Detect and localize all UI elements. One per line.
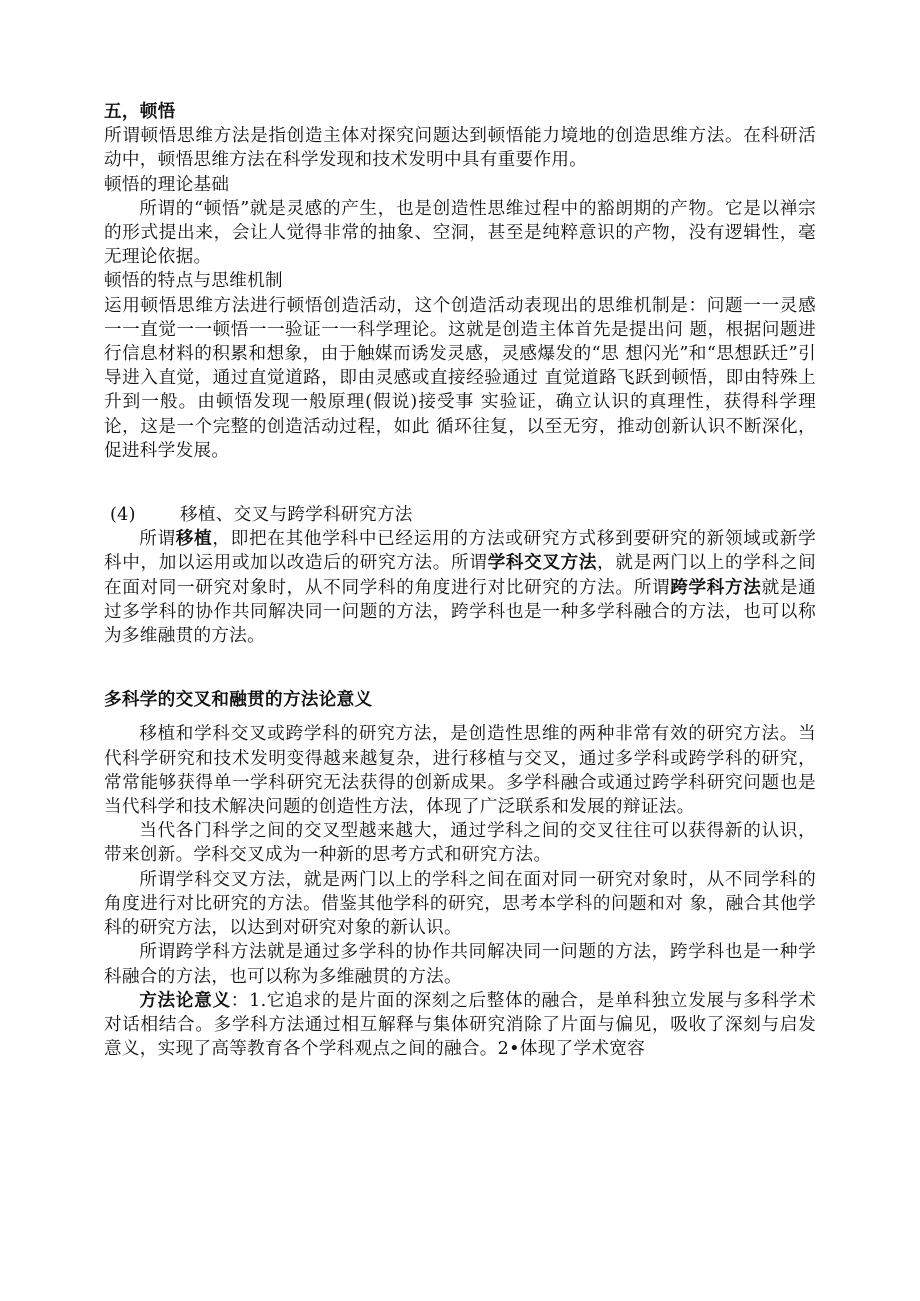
- paragraph-theory-basis: 所谓的“顿悟”就是灵感的产生，也是创造性思维过程中的豁朗期的产物。它是以禅宗的形式提出来，会让人觉得非常的抽象、空洞，甚至是纯粹意识的产物，没有逻辑性，毫无理论依据。: [104, 198, 816, 268]
- section-heading-transplant: [104, 503, 816, 527]
- text-run: 就是通过多学科的协作共同解决同一问题的方法，跨学科也是一种多学科融合的方法，也可以称为多维融贯的方法。: [104, 577, 816, 647]
- paragraph-dunwu-intro: 所谓顿悟思维方法是指创造主体对探究问题达到顿悟能力境地的创造思维方法。在科研活动中，顿悟思维方法在科学发现和技术发明中具有重要作用。: [104, 126, 816, 171]
- paragraph-features-mechanism: 运用顿悟思维方法进行顿悟创造活动，这个创造活动表现出的思维机制是：问题一一灵感一一直觉一一顿悟一一验证一一科学理论。这就是创造主体首先是提出问 题，根据问题进行信息材料的积累和想象，由于触媒而诱发灵感，灵感爆发的“思 想闪光”和“思想跃迁”引导进入直觉，通过直觉道路，即由灵感或直接经验通过 直觉道路飞跃到顿悟，即由特殊上升到一般。由顿悟发现一般原理(假说)接受事 实验证，确立认识的真理性，获得科学理论，这是一个完整的创造活动过程，如此 循环往复，以至无穷，推动创新认识不断深化，促进科学发展。: [104, 295, 816, 461]
- spacer: [104, 712, 816, 722]
- term-transdisciplinary: 跨学科方法: [670, 576, 762, 598]
- paragraph-methodology-3: 所谓学科交叉方法，就是两门以上的学科之间在面对同一研究对象时，从不同学科的角度进行对比研究的方法。借鉴其他学科的研究，思考本学科的问题和对 象，融合其他学科的研究方法，以达到对研究对象的新认识。: [104, 869, 816, 939]
- section-title: 移植、交叉与跨学科研究方法: [180, 505, 413, 526]
- text-run: ：1.它追求的是片面的深刻之后整体的融合，是单科独立发展与多科学术对话相结合。多学科方法通过相互解释与集体研究消除了片面与偏见，吸收了深刻与启发意义，实现了高等教育各个学科观点之间的融合。2•体现了学术宽容: [104, 990, 816, 1060]
- section-heading-dunwu: 五，顿悟: [104, 101, 176, 122]
- text-run: ，即把在其他学科中已经运用的方法或研究方式移到要研究的新领域或新学科中，加以运用或加以改造后的研究方法。所谓: [104, 529, 816, 574]
- paragraph-methodology-significance: [104, 989, 816, 1062]
- document-page: [104, 100, 816, 1061]
- paragraph-methodology-4: 所谓跨学科方法就是通过多学科的协作共同解决同一问题的方法，跨学科也是一种学科融合的方法，也可以称为多维融贯的方法。: [104, 942, 816, 987]
- section-heading-methodology: 多科学的交叉和融贯的方法论意义: [104, 689, 373, 711]
- term-interdisciplinary-cross: 学科交叉方法: [487, 552, 598, 574]
- paragraph-methodology-1: 移植和学科交叉或跨学科的研究方法，是创造性思维的两种非常有效的研究方法。当代科学研究和技术发明变得越来越复杂，进行移植与交叉，通过多学科或跨学科的研究，常常能够获得单一学科研究无法获得的创新成果。多学科融合或通过跨学科研究问题也是当代科学和技术解决问题的创造性方法，体现了广泛联系和发展的辩证法。: [104, 724, 816, 818]
- subheading-features-mechanism: 顿悟的特点与思维机制: [104, 271, 283, 292]
- spacer: [104, 648, 816, 688]
- term-transplant: 移植: [175, 528, 213, 550]
- paragraph-transplant-definitions: [104, 527, 816, 648]
- term-methodology-significance: 方法论意义: [139, 989, 231, 1011]
- spacer: [104, 463, 816, 503]
- paragraph-methodology-2: 当代各门科学之间的交叉型越来越大，通过学科之间的交叉往往可以获得新的认识，带来创新。学科交叉成为一种新的思考方式和研究方法。: [104, 821, 816, 866]
- subheading-theory-basis: 顿悟的理论基础: [104, 174, 230, 195]
- section-number: (4): [110, 505, 136, 526]
- text-run: ，就是两门以上的学科之间在面对同一研究对象时，从不同学科的角度进行对比研究的方法。所谓: [104, 553, 816, 598]
- text-run: 所谓: [139, 529, 176, 550]
